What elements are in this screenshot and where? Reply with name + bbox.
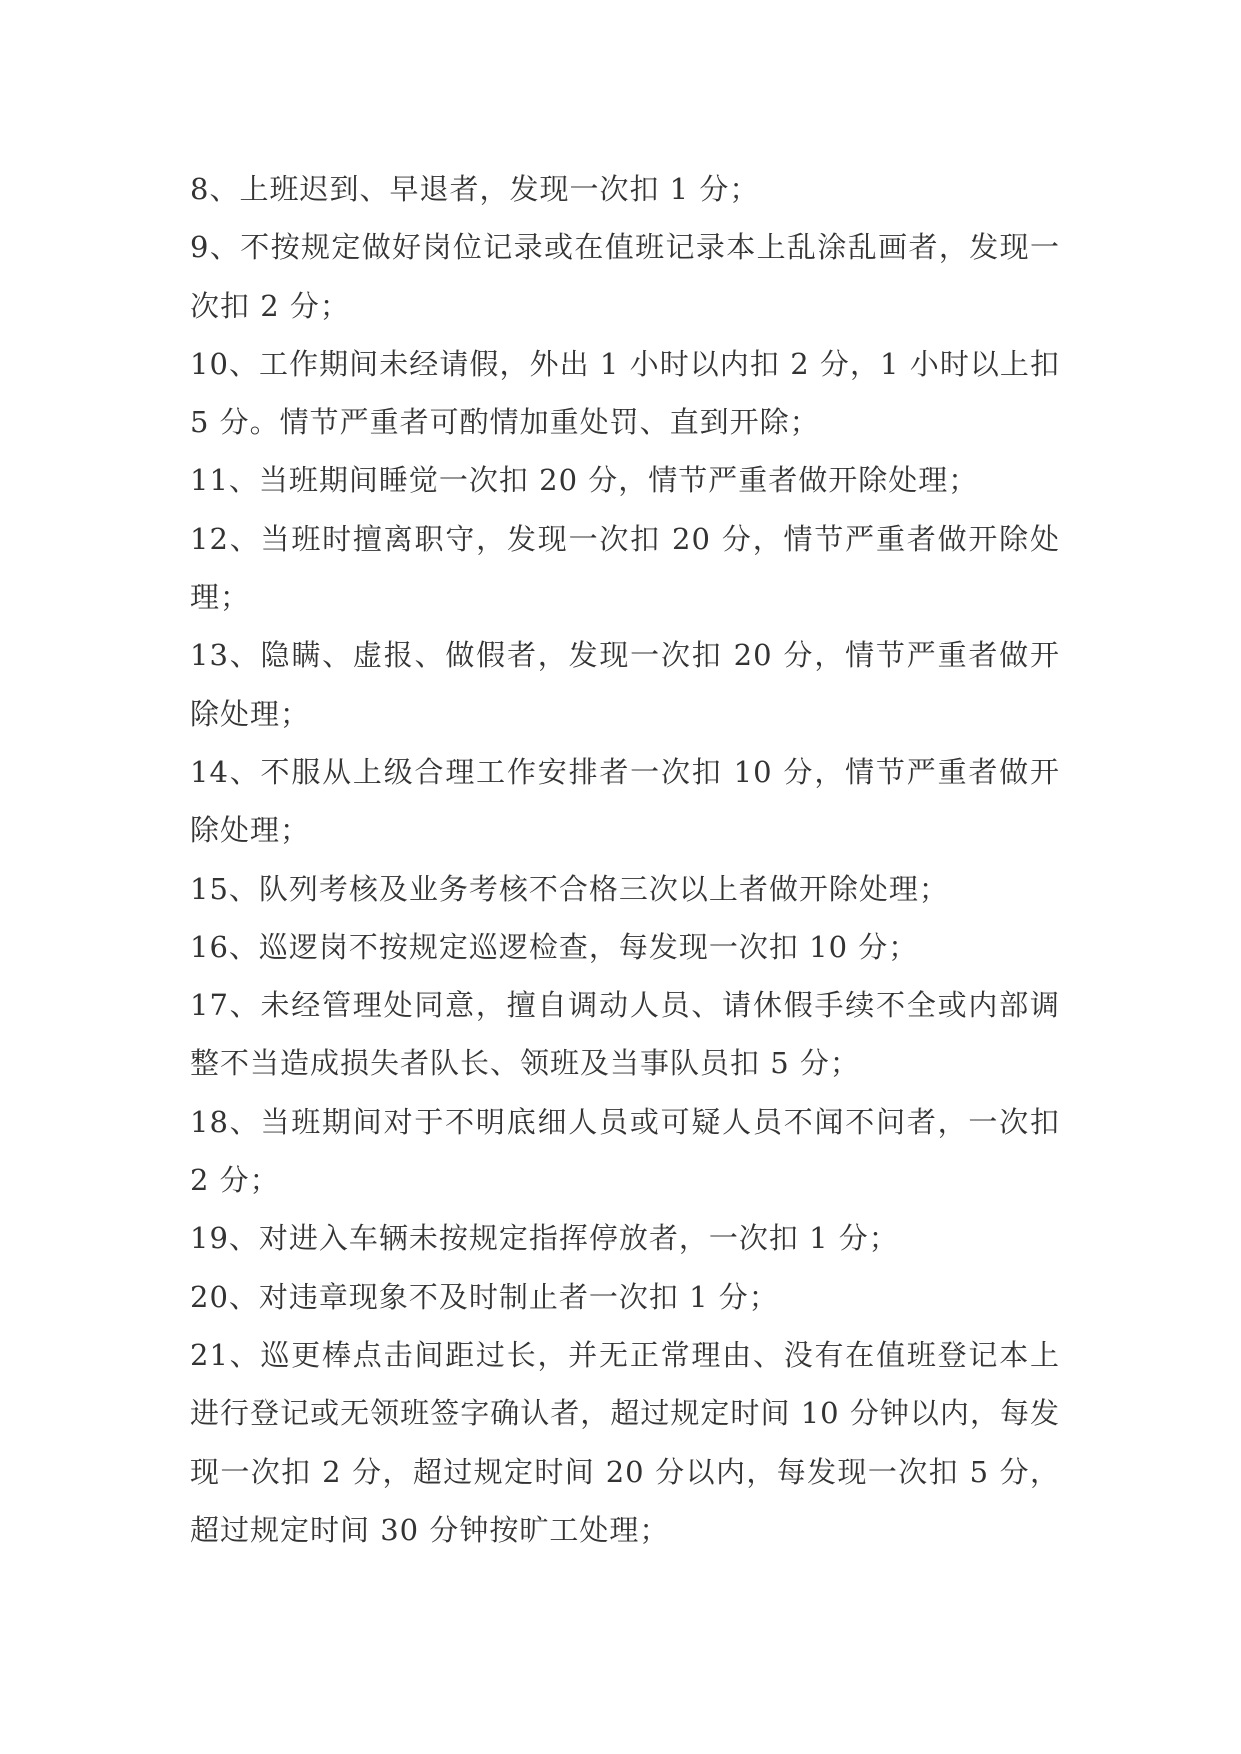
- rule-item-9: 9、不按规定做好岗位记录或在值班记录本上乱涂乱画者，发现一次扣 2 分；: [190, 230, 1060, 323]
- rule-item-13: 13、隐瞒、虚报、做假者，发现一次扣 20 分，情节严重者做开除处理；: [190, 638, 1060, 731]
- rule-item-12: 12、当班时擅离职守，发现一次扣 20 分，情节严重者做开除处理；: [190, 521, 1060, 615]
- rule-item-20: 20、对违章现象不及时制止者一次扣 1 分；: [190, 1279, 779, 1314]
- rule-item-15: 15、队列考核及业务考核不合格三次以上者做开除处理；: [190, 871, 949, 906]
- rule-item-21: 21、巡更棒点击间距过长，并无正常理由、没有在值班登记本上进行登记或无领班签字确认者，超过规定时间 10 分钟以内，每发现一次扣 2 分，超过规定时间 20 分以内，每发现一次扣 5 分，超过规定时间 30 分钟按旷工处理；: [190, 1337, 1060, 1547]
- rule-item-8: 8、上班迟到、早退者，发现一次扣 1 分；: [190, 172, 760, 206]
- rule-item-14: 14、不服从上级合理工作安排者一次扣 10 分，情节严重者做开除处理；: [190, 754, 1060, 848]
- rule-item-10: 10、工作期间未经请假，外出 1 小时以内扣 2 分，1 小时以上扣 5 分。情节严重者可酌情加重处罚、直到开除；: [190, 346, 1060, 440]
- rule-item-18: 18、当班期间对于不明底细人员或可疑人员不闻不问者，一次扣 2 分；: [190, 1104, 1060, 1198]
- document-body: [190, 160, 1060, 1559]
- rule-item-17: 17、未经管理处同意，擅自调动人员、请休假手续不全或内部调整不当造成损失者队长、领班及当事队员扣 5 分；: [190, 988, 1060, 1081]
- rule-item-11: 11、当班期间睡觉一次扣 20 分，情节严重者做开除处理；: [190, 463, 979, 498]
- rule-item-16: 16、巡逻岗不按规定巡逻检查，每发现一次扣 10 分；: [190, 929, 919, 964]
- rule-item-19: 19、对进入车辆未按规定指挥停放者，一次扣 1 分；: [190, 1221, 899, 1256]
